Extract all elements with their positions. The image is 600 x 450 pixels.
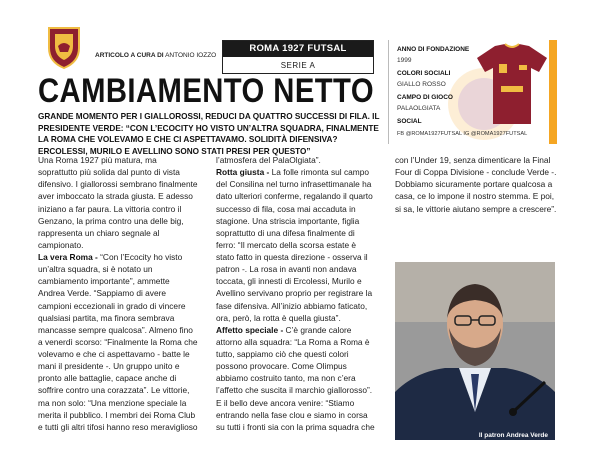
byline-author: ANTONIO IOZZO — [165, 52, 217, 59]
subheadline: GRANDE MOMENTO PER I GIALLOROSSI, REDUCI DA QUATTRO SUCCESSI DI FILA. IL PRESIDENTE VERDE: “CON L’ECOCITY HO VISTO UN’ALTRA SQUADRA, FINALMENTE LA ROMA CHE VOLEVAMO E CHE CI ASPETTAVAMO. SOLIDITÀ DIFENSIVA? ERCOLESSI, MURILO E AVELLINO SONO STATI PRESI PER QUESTO” — [38, 112, 380, 156]
article-column-3 — [395, 154, 560, 215]
accent-strip — [549, 40, 557, 144]
article-section-vera-roma — [38, 251, 198, 433]
venue-label: CAMPO DI GIOCO — [397, 94, 453, 101]
jersey-image — [475, 42, 549, 126]
colors-value: GIALLO ROSSO — [397, 81, 446, 88]
president-portrait — [395, 262, 555, 440]
club-series: SERIE A — [280, 61, 316, 70]
article-section-affetto-speciale — [216, 324, 376, 433]
headline: CAMBIAMENTO NETTO — [38, 72, 374, 110]
club-crest-logo — [46, 26, 82, 70]
section-text-affetto-speciale: C’è grande calore attorno alla squadra: “La Roma a Roma è tutto, sappiamo ciò che questi colori possono provocare. Come Olimpus abbiamo costruito tanto, ma non c’era l’affetto che suscita il marchio giallorosso”. E il bello deve ancora venire: “Stiamo entrando nella fase clou e siamo in corsa su tutti i fronti sia con la prima squadra che — [216, 324, 375, 432]
article-continued-text: con l’Under 19, senza dimenticare la Final Four di Coppa Divisione - conclude Verde -. Dobbiamo sicuramente portare qualcosa a casa, ce lo impone il nostro stemma. E poi, si sa, le vittorie aiutano sempre a crescere”. — [395, 155, 557, 214]
article-column-1 — [38, 154, 198, 433]
article-paragraph-intro: Una Roma 1927 più matura, ma soprattutto più solida dal punto di vista difensivo. I giallorossi sembrano finalmente aver imboccato la strada giusta. E adesso iniziano a far paura. La vittoria contro il Genzano, la prima contro una delle big, rappresenta un chiaro segnale al campionato. — [38, 155, 198, 250]
president-photo — [395, 262, 555, 440]
social-value: FB @ROMA1927FUTSAL IG @ROMA1927FUTSAL — [397, 131, 528, 137]
byline-prefix: ARTICOLO A CURA DI — [95, 52, 164, 59]
social-label: SOCIAL — [397, 118, 422, 125]
article-continued-text: l’atmosfera del PalaOlgiata”. — [216, 155, 321, 165]
founded-value: 1999 — [397, 57, 412, 64]
article-column-2 — [216, 154, 376, 433]
article-section-rotta-giusta — [216, 166, 376, 324]
byline — [95, 52, 216, 59]
section-text-vera-roma: “Con l’Ecocity ho visto un’altra squadra, si è notato un cambiamento importante”, ammette Andrea Verde. “Sappiamo di avere campioni eccezionali in grado di vincere qualsiasi partita, ma finora sembrava mancasse sempre qualcosa”. Almeno fino a venerdì scorso: “Finalmente la Roma che volevamo e che ci aspettavamo - batte le mani il presidente -. Un gruppo unito e pronto alle battaglie, capace anche di soffrire contro una corazzata”. Le vittorie, ma non solo: “Una menzione speciale la merita il pubblico. I membri dei Roma Club e tutti gli altri tifosi hanno reso meraviglioso — [38, 252, 198, 432]
venue-value: PALAOLGIATA — [397, 105, 441, 112]
founded-label: ANNO DI FONDAZIONE — [397, 46, 470, 53]
club-title-box — [222, 40, 374, 74]
colors-label: COLORI SOCIALI — [397, 70, 451, 77]
section-title-rotta-giusta: Rotta giusta - — [216, 167, 270, 178]
section-title-vera-roma: La vera Roma - — [38, 252, 98, 262]
section-text-rotta-giusta: La folle rimonta sul campo del Consilina nel turno infrasettimanale ha dato ulteriori conferme, regalando il quarto successo di fila, cosa mai accaduta in stagione. Una striscia importante, figlia soprattutto di una difesa finalmente di ferro: “Il mercato della scorsa estate è stato fatto in questa direzione - osserva il patron -. La rosa in avanti non andava toccata, gli innesti di Ercolessi, Murilo e Avellino servivano proprio per registrare la fase difensiva. All’inizio abbiamo faticato, ora, però, la rotta è quella giusta”. — [216, 167, 373, 323]
photo-caption: Il patron Andrea Verde — [478, 432, 548, 439]
section-title-affetto-speciale: Affetto speciale - — [216, 324, 284, 335]
club-name: ROMA 1927 FUTSAL — [223, 41, 373, 57]
